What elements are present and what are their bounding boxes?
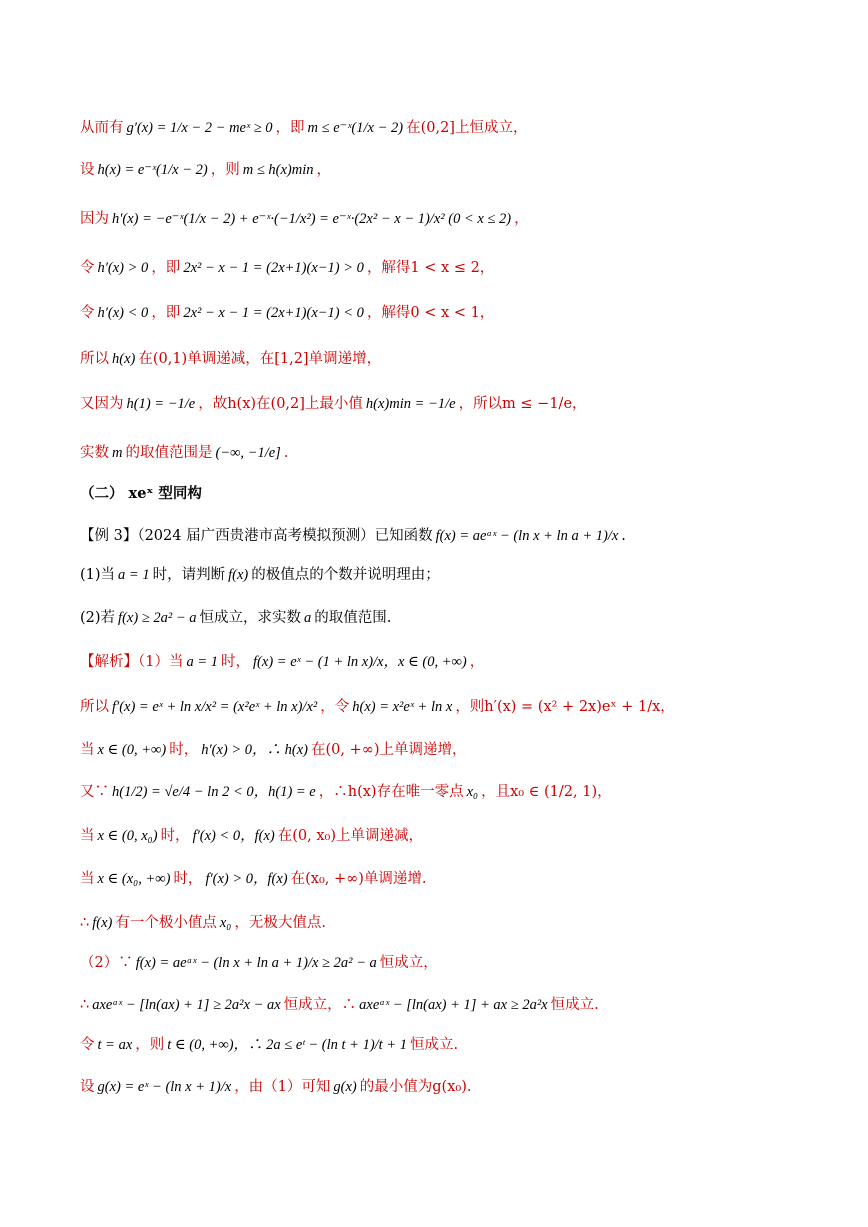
text-line-16 xyxy=(80,782,828,802)
line-8-suffix: . xyxy=(283,445,289,461)
line-7-suffix: ，所以m ≤ −1/e， xyxy=(458,396,587,412)
line-15-suffix: 在(0, +∞)上单调递增， xyxy=(310,742,467,758)
line-18-prefix: 当 xyxy=(80,871,95,887)
text-line-19 xyxy=(80,913,828,933)
line-7-mid: ，故h(x)在(0,2]上最小值 xyxy=(198,396,363,412)
line-19-math: f(x) xyxy=(92,915,113,931)
line-23-math: g(x) = eˣ − (ln x + 1)/x xyxy=(97,1079,232,1095)
line-13-math: a = 1 xyxy=(186,654,219,670)
line-4-prefix: 令 xyxy=(80,260,95,276)
line-2-prefix: 设 xyxy=(80,162,95,178)
line-3-suffix: ， xyxy=(514,211,529,227)
line-7-math: h(1) = −1/e xyxy=(126,396,196,412)
line-17-prefix: 当 xyxy=(80,828,95,844)
line-4-mid: ，即 xyxy=(151,260,181,276)
line-14-math: f′(x) = eˣ + ln x/x² = (x²eˣ + ln x)/x² xyxy=(112,699,318,715)
line-5-suffix: ，解得0 < x < 1， xyxy=(366,305,495,321)
line-5-mid: ，即 xyxy=(151,305,181,321)
line-12-mid: 恒成立，求实数 xyxy=(199,610,302,626)
line-14-suffix: ，则h′(x) = (x² + 2x)eˣ + 1/x， xyxy=(455,699,675,715)
text-line-10 xyxy=(80,526,828,546)
line-22-math2: t ∈ (0, +∞)，∴ 2a ≤ eᵗ − (ln t + 1)/t + 1 xyxy=(167,1037,407,1053)
text-line-21 xyxy=(80,995,828,1015)
line-20-mid: 恒成立， xyxy=(379,955,438,971)
line-5-prefix: 令 xyxy=(80,305,95,321)
line-4-math2: 2x² − x − 1 = (2x+1)(x−1) > 0 xyxy=(183,260,364,276)
line-21-math2: axeᵃˣ − [ln(ax) + 1] + ax ≥ 2a²x xyxy=(359,997,548,1013)
line-22-suffix: 恒成立. xyxy=(410,1037,459,1053)
text-line-22 xyxy=(80,1035,828,1055)
line-10-prefix: 【例 3】（2024 届广西贵港市高考模拟预测）已知函数 xyxy=(80,528,433,544)
line-18-math2: f′(x) > 0，f(x) xyxy=(205,871,288,887)
line-12-math: f(x) ≥ 2a² − a xyxy=(118,610,197,626)
text-line-17 xyxy=(80,826,828,846)
line-15-math2: h′(x) > 0，∴ h(x) xyxy=(201,742,308,758)
line-22-math: t = ax xyxy=(97,1037,133,1053)
line-23-suffix: 的最小值为g(x₀). xyxy=(359,1079,472,1095)
line-11-suffix: 的极值点的个数并说明理由； xyxy=(251,567,440,583)
line-8-math2: (−∞, −1/e] xyxy=(215,445,281,461)
text-line-11 xyxy=(80,565,828,585)
line-23-mid: ，由（1）可知 xyxy=(234,1079,331,1095)
line-18-suffix: 在(x₀, +∞)单调递增. xyxy=(290,871,427,887)
line-15-math: x ∈ (0, +∞) xyxy=(97,742,167,758)
line-23-prefix: 设 xyxy=(80,1079,95,1095)
line-17-math2: f′(x) < 0，f(x) xyxy=(192,828,275,844)
line-8-mid: 的取值范围是 xyxy=(125,445,213,461)
line-14-math2: h(x) = x²eˣ + ln x xyxy=(352,699,453,715)
line-13-suffix: ， xyxy=(469,654,485,670)
line-5-math2: 2x² − x − 1 = (2x+1)(x−1) < 0 xyxy=(183,305,364,321)
line-11-math: a = 1 xyxy=(118,567,150,583)
line-16-math2: x₀ xyxy=(466,784,479,800)
line-6-mid: 在(0,1)单调递减，在[1,2]单调递增， xyxy=(138,351,382,367)
line-1-prefix: 从而有 xyxy=(80,120,124,136)
line-4-suffix: ，解得1 < x ≤ 2， xyxy=(366,260,495,276)
line-6-math: h(x) xyxy=(112,351,136,367)
line-19-math2: x₀ xyxy=(219,915,232,931)
line-12-prefix: (2)若 xyxy=(80,610,116,626)
line-2-mid: ，则 xyxy=(210,162,240,178)
line-3-prefix: 因为 xyxy=(80,211,109,227)
text-line-14 xyxy=(80,697,828,717)
line-19-mid: 有一个极小值点 xyxy=(115,915,217,931)
line-7-math2: h(x)min = −1/e xyxy=(365,396,456,412)
text-line-13 xyxy=(80,652,828,672)
line-15-mid: 时， xyxy=(169,742,199,758)
line-5-math: h′(x) < 0 xyxy=(97,305,149,321)
line-12-suffix: 的取值范围. xyxy=(314,610,392,626)
line-21-mid: 恒成立，∴ xyxy=(283,997,357,1013)
line-11-math2: f(x) xyxy=(228,567,249,583)
text-line-5 xyxy=(80,303,828,323)
line-23-math2: g(x) xyxy=(333,1079,357,1095)
line-2-suffix: ， xyxy=(316,162,331,178)
line-3-math: h′(x) = −e⁻ˣ(1/x − 2) + e⁻ˣ·(−1/x²) = e⁻ˣ·(2x² − x − 1)/x² (0 < x ≤ 2) xyxy=(112,211,512,227)
line-18-mid: 时， xyxy=(173,871,203,887)
text-line-9 xyxy=(80,484,828,504)
line-14-prefix: 所以 xyxy=(80,699,109,715)
line-19-prefix: ∴ xyxy=(80,915,90,931)
line-12-math2: a xyxy=(304,610,312,626)
line-1-mid: ，即 xyxy=(275,120,305,136)
line-22-mid: ，则 xyxy=(135,1037,165,1053)
line-20-prefix: （2）∵ xyxy=(80,955,133,971)
line-22-prefix: 令 xyxy=(80,1037,95,1053)
line-17-suffix: 在(0, x₀)上单调递减， xyxy=(277,828,424,844)
line-16-prefix: 又∵ xyxy=(80,784,109,800)
text-line-23 xyxy=(80,1077,828,1097)
line-6-prefix: 所以 xyxy=(80,351,109,367)
text-line-4 xyxy=(80,258,828,278)
text-line-3 xyxy=(80,209,828,229)
line-1-math: g′(x) = 1/x − 2 − meˣ ≥ 0 xyxy=(126,120,273,136)
text-line-8 xyxy=(80,443,828,463)
line-11-mid: 时，请判断 xyxy=(152,567,226,583)
line-11-prefix: (1)当 xyxy=(80,567,116,583)
line-13-prefix: 【解析】（1）当 xyxy=(80,654,184,670)
line-1-suffix: 在(0,2]上恒成立， xyxy=(406,120,528,136)
line-15-prefix: 当 xyxy=(80,742,95,758)
line-17-mid: 时， xyxy=(160,828,190,844)
line-18-math: x ∈ (x₀, +∞) xyxy=(97,871,171,887)
line-13-mid: 时， xyxy=(221,654,251,670)
line-2-math: h(x) = e⁻ˣ(1/x − 2) xyxy=(97,162,208,178)
line-13-math2: f(x) = eˣ − (1 + ln x)/x，x ∈ (0, +∞) xyxy=(253,654,467,670)
line-20-math: f(x) = aeᵃˣ − (ln x + ln a + 1)/x ≥ 2a² − a xyxy=(135,955,377,971)
line-4-math: h′(x) > 0 xyxy=(97,260,149,276)
text-line-20 xyxy=(80,953,828,973)
line-2-math2: m ≤ h(x)min xyxy=(242,162,314,178)
line-21-suffix: 恒成立. xyxy=(550,997,599,1013)
line-19-suffix: ，无极大值点. xyxy=(234,915,326,931)
text-line-15 xyxy=(80,740,828,760)
text-line-2 xyxy=(80,160,828,180)
text-line-18 xyxy=(80,869,828,889)
text-line-1 xyxy=(80,118,828,138)
line-8-prefix: 实数 xyxy=(80,445,109,461)
line-9-prefix: （二） xeˣ 型同构 xyxy=(80,485,202,502)
line-10-math: f(x) = aeᵃˣ − (ln x + ln a + 1)/x xyxy=(435,528,619,544)
line-21-math: axeᵃˣ − [ln(ax) + 1] ≥ 2a²x − ax xyxy=(92,997,281,1013)
line-21-prefix: ∴ xyxy=(80,997,90,1013)
line-16-mid: ，∴h(x)存在唯一零点 xyxy=(318,784,464,800)
line-10-suffix: . xyxy=(621,528,626,544)
text-line-7 xyxy=(80,394,828,414)
text-line-6 xyxy=(80,349,828,369)
text-line-12 xyxy=(80,608,828,628)
line-17-math: x ∈ (0, x₀) xyxy=(97,828,158,844)
line-7-prefix: 又因为 xyxy=(80,396,124,412)
line-1-math2: m ≤ e⁻ˣ(1/x − 2) xyxy=(307,120,404,136)
line-16-suffix: ，且x₀ ∈ (1/2, 1)， xyxy=(481,784,612,800)
line-14-mid: ，令 xyxy=(320,699,350,715)
line-16-math: h(1/2) = √e/4 − ln 2 < 0，h(1) = e xyxy=(112,784,316,800)
line-8-math: m xyxy=(112,445,123,461)
